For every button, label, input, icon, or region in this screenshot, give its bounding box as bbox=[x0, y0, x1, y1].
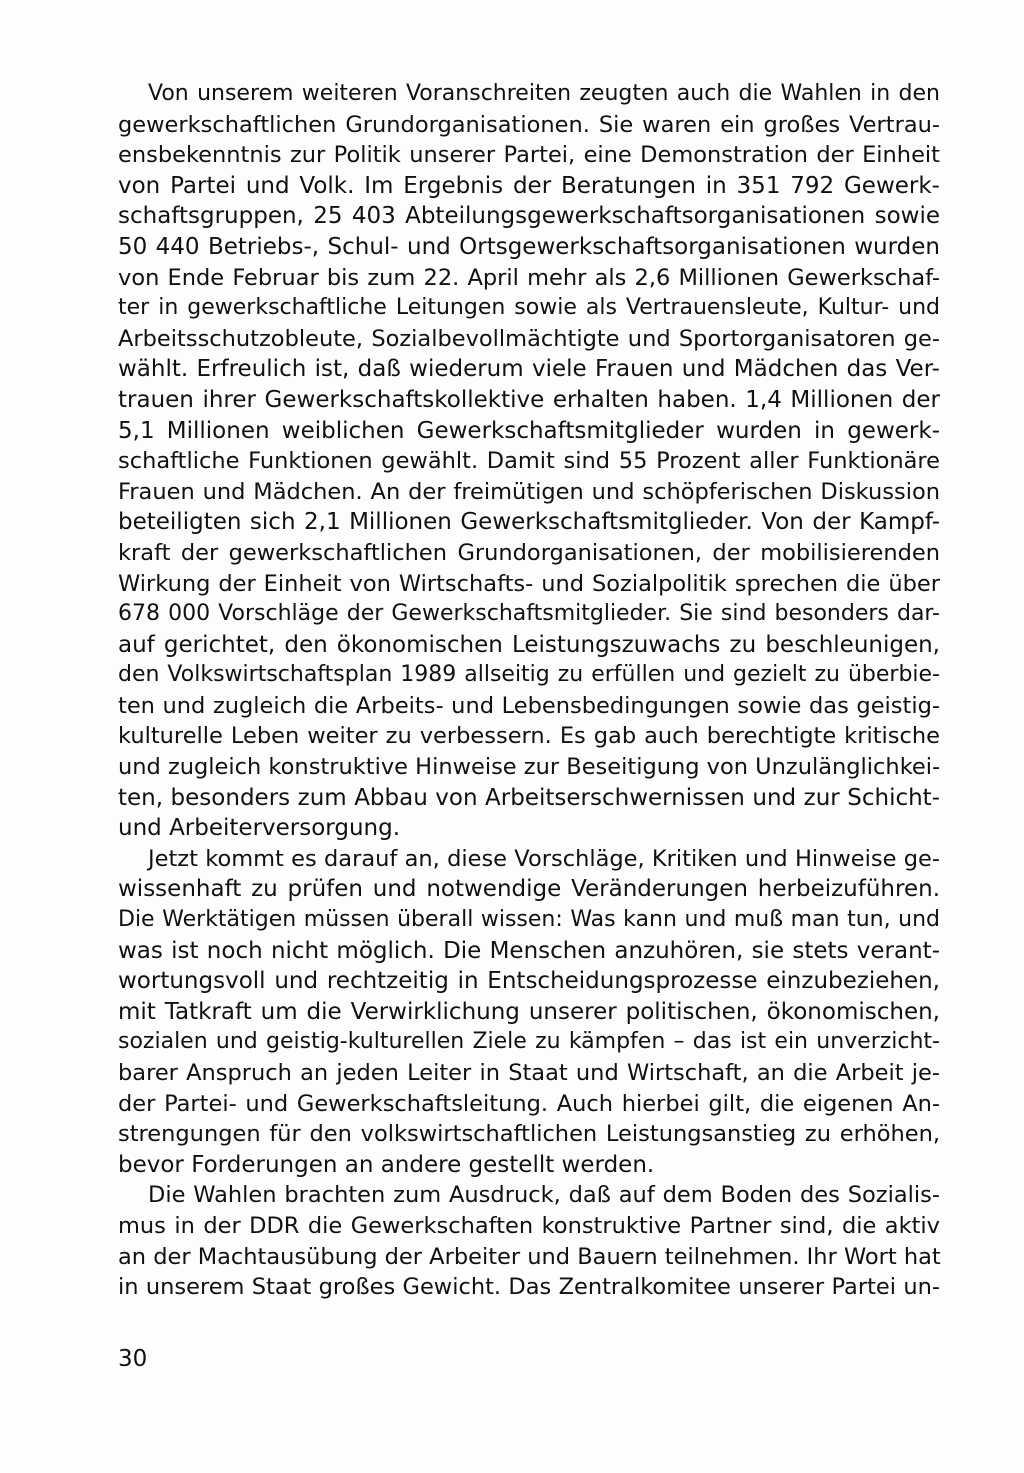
paragraph bbox=[118, 844, 940, 1181]
paragraph bbox=[118, 1180, 940, 1302]
body-text bbox=[118, 79, 940, 1303]
page-number: 30 bbox=[118, 1346, 148, 1372]
text-line: strengungen für den volkswirtschaftlichen Leistungsanstieg zu erhöhen, bbox=[118, 1121, 940, 1148]
text-line: Die Wahlen brachten zum Ausdruck, daß auf dem Boden des Sozialis- bbox=[148, 1182, 940, 1209]
text-line: ensbekenntnis zur Politik unserer Partei, eine Demonstration der Einheit bbox=[118, 142, 940, 169]
text-line: Arbeitsschutzobleute, Sozialbevollmächtigte und Sportorganisatoren ge- bbox=[118, 325, 940, 352]
text-line: Von unserem weiteren Voranschreiten zeugten auch die Wahlen in den bbox=[148, 81, 940, 106]
paragraph bbox=[118, 79, 940, 844]
text-line: in unserem Staat großes Gewicht. Das Zentralkomitee unserer Partei un- bbox=[118, 1274, 940, 1301]
text-line: 678 000 Vorschläge der Gewerkschaftsmitglieder. Sie sind besonders dar- bbox=[118, 601, 940, 627]
text-line: wissenhaft zu prüfen und notwendige Veränderungen herbeizuführen. bbox=[118, 876, 940, 903]
text-line: wählt. Erfreulich ist, daß wiederum viele Frauen und Mädchen das Ver- bbox=[118, 356, 940, 383]
text-line: gewerkschaftlichen Grundorganisationen. Sie waren ein großes Vertrau- bbox=[118, 111, 940, 138]
text-line: wortungsvoll und rechtzeitig in Entscheidungsprozesse einzubeziehen, bbox=[118, 968, 940, 995]
text-line: schaftsgruppen, 25 403 Abteilungsgewerkschaftsorganisationen sowie bbox=[118, 203, 940, 230]
text-line: mus in der DDR die Gewerkschaften konstruktive Partner sind, die aktiv bbox=[118, 1212, 940, 1239]
text-line: von Ende Februar bis zum 22. April mehr als 2,6 Millionen Gewerkschaf- bbox=[118, 264, 940, 291]
text-line: an der Machtausübung der Arbeiter und Bauern teilnehmen. Ihr Wort hat bbox=[118, 1243, 941, 1270]
text-line: barer Anspruch an jeden Leiter in Staat und Wirtschaft, an die Arbeit je- bbox=[118, 1060, 940, 1086]
text-line: was ist noch nicht möglich. Die Menschen anzuhören, sie stets verant- bbox=[118, 937, 940, 964]
text-line: beteiligten sich 2,1 Millionen Gewerkschaftsmitglieder. Von der Kampf- bbox=[118, 509, 940, 536]
text-line: kraft der gewerkschaftlichen Grundorganisationen, der mobilisierenden bbox=[118, 539, 940, 566]
text-line: bevor Forderungen an andere gestellt werden. bbox=[118, 1151, 655, 1178]
text-line: Jetzt kommt es darauf an, diese Vorschläge, Kritiken und Hinweise ge- bbox=[148, 845, 940, 872]
text-line: Die Werktätigen müssen überall wissen: Was kann und muß man tun, und bbox=[118, 907, 940, 933]
text-line: ter in gewerkschaftliche Leitungen sowie als Vertrauensleute, Kultur- und bbox=[118, 295, 940, 321]
text-line: ten und zugleich die Arbeits- und Lebensbedingungen sowie das geistig- bbox=[118, 692, 940, 719]
text-line: den Volkswirtschaftsplan 1989 allseitig zu erfüllen und gezielt zu überbie- bbox=[118, 662, 940, 688]
text-line: und zugleich konstruktive Hinweise zur Beseitigung von Unzulänglichkei- bbox=[118, 754, 941, 781]
text-line: mit Tatkraft um die Verwirklichung unserer politischen, ökonomischen, bbox=[118, 998, 940, 1025]
text-line: trauen ihrer Gewerkschaftskollektive erhalten haben. 1,4 Millionen der bbox=[118, 386, 940, 413]
text-line: 50 440 Betriebs-, Schul- und Ortsgewerkschaftsorganisationen wurden bbox=[118, 233, 940, 260]
text-line: der Partei- und Gewerkschaftsleitung. Auch hierbei gilt, die eigenen An- bbox=[118, 1090, 940, 1117]
text-line: von Partei und Volk. Im Ergebnis der Beratungen in 351 792 Gewerk- bbox=[118, 172, 940, 199]
text-line: sozialen und geistig-kulturellen Ziele zu kämpfen – das ist ein unverzicht- bbox=[118, 1029, 940, 1055]
text-line: Frauen und Mädchen. An der freimütigen und schöpferischen Diskussion bbox=[118, 478, 940, 505]
text-line: ten, besonders zum Abbau von Arbeitserschwernissen und zur Schicht- bbox=[118, 784, 940, 811]
text-line: und Arbeiterversorgung. bbox=[118, 815, 401, 842]
text-line: auf gerichtet, den ökonomischen Leistungszuwachs zu beschleunigen, bbox=[118, 631, 940, 658]
text-line: kulturelle Leben weiter zu verbessern. Es gab auch berechtigte kritische bbox=[118, 723, 940, 750]
text-line: Wirkung der Einheit von Wirtschafts- und Sozialpolitik sprechen die über bbox=[118, 570, 940, 597]
text-line: schaftliche Funktionen gewählt. Damit sind 55 Prozent aller Funktionäre bbox=[118, 448, 940, 475]
text-line: 5,1 Millionen weiblichen Gewerkschaftsmitglieder wurden in gewerk- bbox=[118, 417, 940, 444]
